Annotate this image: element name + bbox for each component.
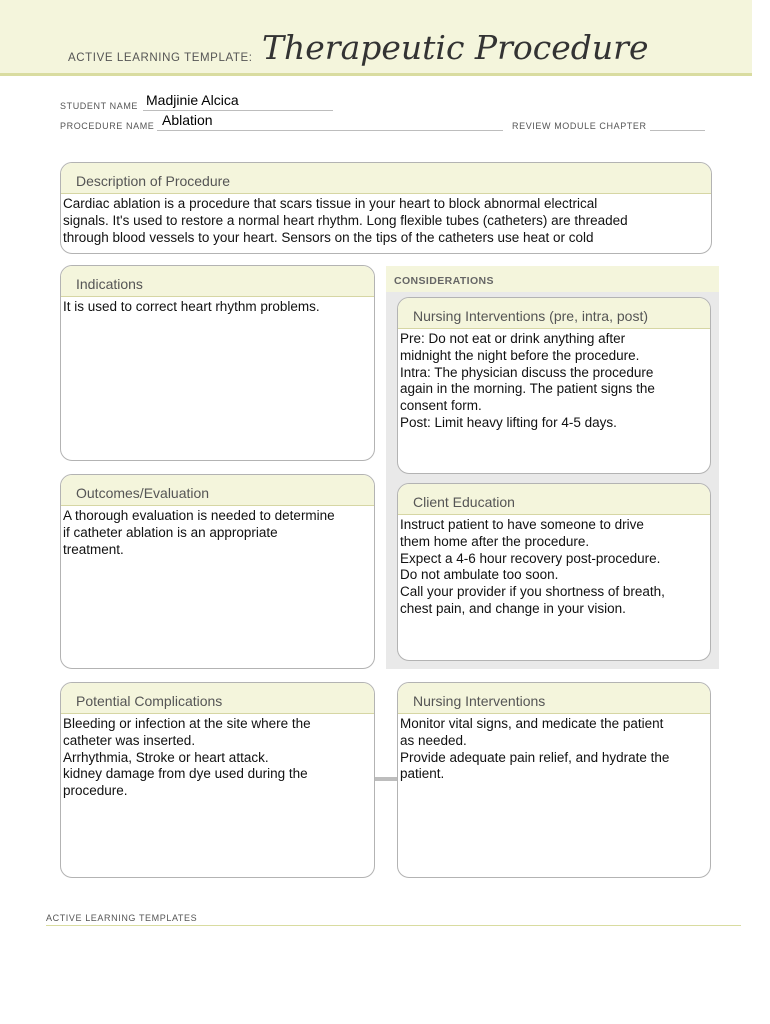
complications-box bbox=[60, 682, 375, 878]
header-divider bbox=[0, 73, 752, 76]
nursing-interventions-timing-box bbox=[397, 297, 711, 474]
description-box bbox=[60, 162, 712, 254]
page-title: Therapeutic Procedure bbox=[262, 28, 649, 67]
nursing-interventions-heading: Nursing Interventions bbox=[398, 683, 710, 714]
procedure-name-label: PROCEDURE NAME bbox=[60, 121, 155, 131]
student-name-line bbox=[143, 110, 333, 111]
nursing-interventions-timing-body[interactable]: Pre: Do not eat or drink anything after midnight the night before the procedure. Intra: The physician discuss the procedure again in the morning. The patient signs the consent form. Post: Limit heavy lifting for 4-5 days. bbox=[400, 331, 655, 430]
indications-box bbox=[60, 265, 375, 461]
complications-body[interactable]: Bleeding or infection at the site where the catheter was inserted. Arrhythmia, Stroke or heart attack. kidney damage from dye used during the procedure. bbox=[63, 716, 311, 799]
client-education-box bbox=[397, 483, 711, 661]
considerations-label: CONSIDERATIONS bbox=[394, 275, 494, 287]
footer-label: ACTIVE LEARNING TEMPLATES bbox=[46, 913, 198, 923]
procedure-name-line bbox=[157, 130, 503, 131]
outcomes-body[interactable]: A thorough evaluation is needed to determine if catheter ablation is an appropriate treatment. bbox=[63, 508, 335, 557]
description-body[interactable]: Cardiac ablation is a procedure that scars tissue in your heart to block abnormal electrical signals. It's used to restore a normal heart rhythm. Long flexible tubes (catheters) are threaded through blood vessels to your heart. Sensors on the tips of the catheters use heat or cold bbox=[63, 196, 628, 245]
description-heading: Description of Procedure bbox=[61, 163, 711, 194]
procedure-name-field[interactable]: Ablation bbox=[162, 112, 213, 128]
footer-divider bbox=[46, 925, 741, 926]
nursing-interventions-body[interactable]: Monitor vital signs, and medicate the patient as needed. Provide adequate pain relief, and hydrate the patient. bbox=[400, 716, 670, 782]
student-name-label: STUDENT NAME bbox=[60, 101, 139, 111]
outcomes-heading: Outcomes/Evaluation bbox=[61, 475, 374, 506]
review-module-label: REVIEW MODULE CHAPTER bbox=[512, 121, 647, 131]
outcomes-box bbox=[60, 474, 375, 669]
review-module-field[interactable] bbox=[650, 130, 705, 131]
nursing-interventions-timing-heading: Nursing Interventions (pre, intra, post) bbox=[398, 298, 710, 329]
indications-body[interactable]: It is used to correct heart rhythm problems. bbox=[63, 299, 320, 314]
indications-heading: Indications bbox=[61, 266, 374, 297]
template-label: ACTIVE LEARNING TEMPLATE: bbox=[68, 52, 253, 64]
student-name-field[interactable]: Madjinie Alcica bbox=[146, 92, 239, 108]
complications-heading: Potential Complications bbox=[61, 683, 374, 714]
client-education-heading: Client Education bbox=[398, 484, 710, 515]
client-education-body[interactable]: Instruct patient to have someone to drive them home after the procedure. Expect a 4-6 hour recovery post-procedure. Do not ambulate too soon. Call your provider if you shortness of breath, chest pain, and change in your vision. bbox=[400, 517, 665, 616]
nursing-interventions-box bbox=[397, 682, 711, 878]
box-connector bbox=[375, 777, 398, 781]
